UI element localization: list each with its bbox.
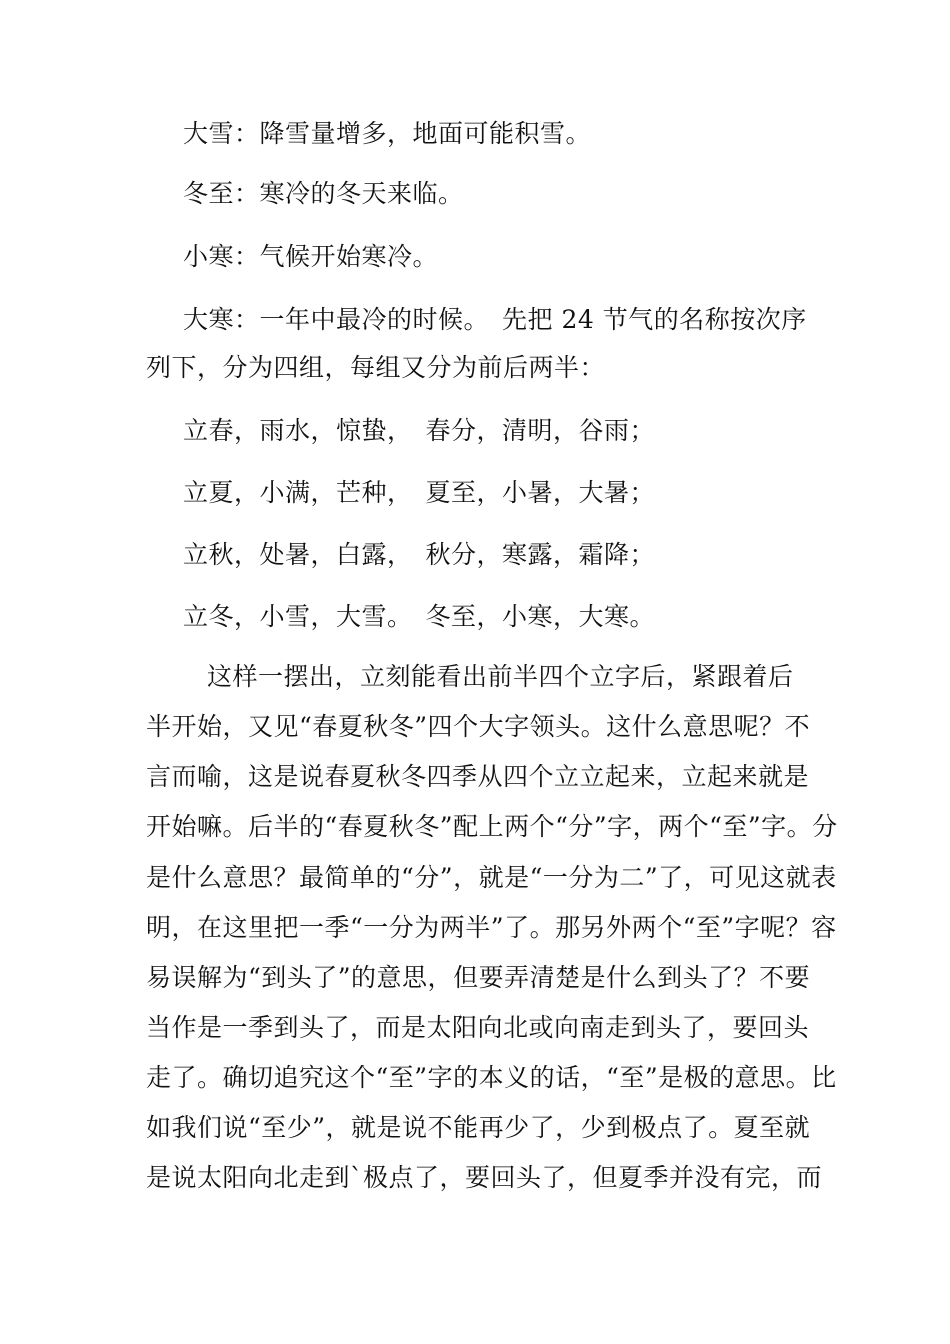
text-line: 大寒：一年中最冷的时候。 先把 24 节气的名称按次序 [183, 305, 807, 334]
text-line: 立夏，小满，芒种， 夏至，小暑，大暑； [183, 478, 656, 507]
text-line: 当作是一季到头了，而是太阳向北或向南走到头了，要回头 [146, 1013, 810, 1042]
text-line: 是什么意思？最简单的“分”，就是“一分为二”了，可见这就表 [146, 863, 837, 892]
text-line: 立春，雨水，惊蛰， 春分，清明，谷雨； [183, 416, 656, 445]
text-line: 冬至：寒冷的冬天来临。 [183, 179, 464, 208]
text-line: 开始嘛。后半的“春夏秋冬”配上两个“分”字，两个“至”字。分 [146, 812, 838, 841]
text-line: 是说太阳向北走到`极点了，要回头了，但夏季并没有完，而 [146, 1163, 823, 1192]
text-line: 大雪：降雪量增多，地面可能积雪。 [183, 119, 592, 148]
text-line: 半开始，又见“春夏秋冬”四个大字领头。这什么意思呢？不 [146, 712, 811, 741]
text-line: 列下，分为四组，每组又分为前后两半： [146, 353, 606, 382]
text-line: 明，在这里把一季“一分为两半”了。那另外两个“至”字呢？容 [146, 913, 837, 942]
text-line: 立冬，小雪，大雪。 冬至，小寒，大寒。 [183, 602, 656, 631]
text-line: 易误解为“到头了”的意思，但要弄清楚是什么到头了？不要 [146, 963, 811, 992]
text-line: 如我们说“至少”，就是说不能再少了，少到极点了。夏至就 [146, 1113, 811, 1142]
text-line: 小寒：气候开始寒冷。 [183, 242, 439, 271]
text-line: 这样一摆出，立刻能看出前半四个立字后，紧跟着后 [207, 662, 794, 691]
text-line: 言而喻，这是说春夏秋冬四季从四个立立起来，立起来就是 [146, 762, 810, 791]
text-line: 立秋，处暑，白露， 秋分，寒露，霜降； [183, 540, 656, 569]
text-line: 走了。确切追究这个“至”字的本义的话，“至”是极的意思。比 [146, 1063, 837, 1092]
